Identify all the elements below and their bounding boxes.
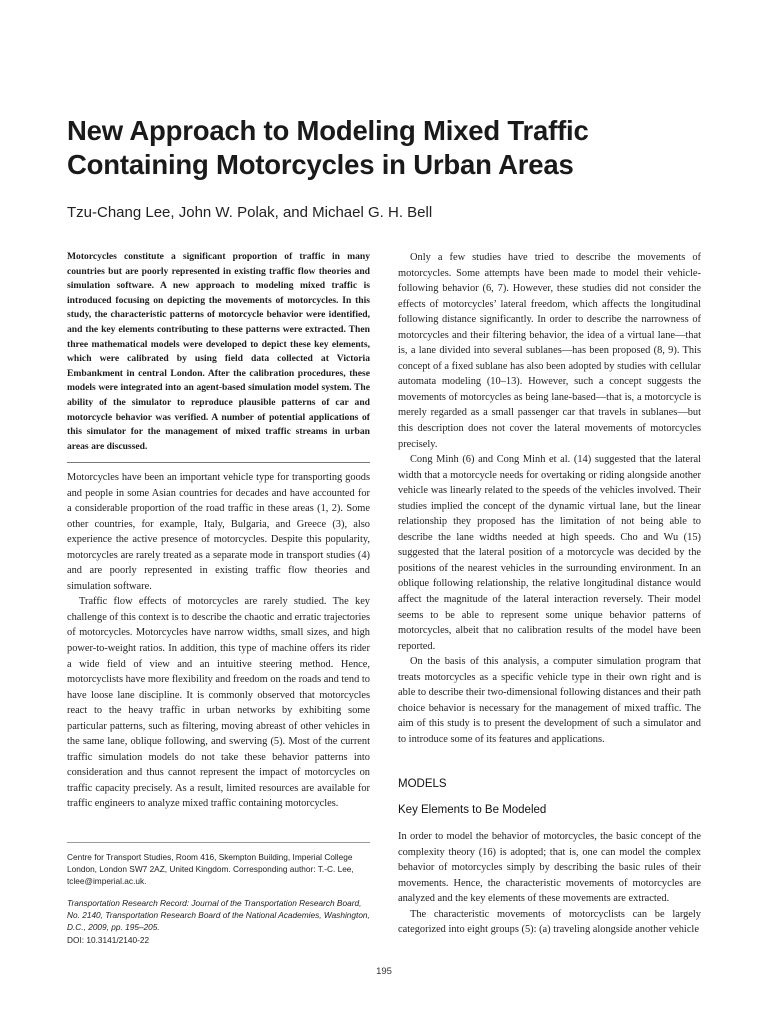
right-paragraph-3: On the basis of this analysis, a computer simulation program that treats motorcycles as a specific vehicle type in their own right and is able to describe their two-dimensional following distances and their path choice behavior is necessary for the management of mixed traffic. The aim of this study is to present the development of such a simulator and to introduce some of its features and applications. — [398, 656, 701, 745]
footnote-divider — [67, 842, 370, 843]
paper-title-line-2: Containing Motorcycles in Urban Areas — [67, 149, 574, 180]
intro-paragraph-2: Traffic flow effects of motorcycles are rarely studied. The key challenge of this context is to describe the chaotic and erratic trajectories of motorcycles. Motorcycles have narrow widths, small sizes, and high power-to-weight ratios. In addition, this type of machine offers its rider a wide field of view and an intuitive steering method. Hence, motorcyclists have more flexibility and freedom on the roads and tend to have loose lane discipline. It is commonly observed that motorcycles react to the heavy traffic in urban networks by exhibiting some particular patterns, such as filtering, moving abreast of other vehicles in the same lane, oblique following, and swerving (5). Most of the current traffic simulation models do not take these behavior patterns into consideration and thus cannot represent the impact of motorcycles on traffic capacity precisely. As a result, limited resources are available for traffic engineers to analyze mixed traffic containing motorcycles. — [67, 596, 370, 810]
right-paragraph-2: Cong Minh (6) and Cong Minh et al. (14) suggested that the lateral width that a motorcycle needs for overtaking or riding alongside another vehicle was linearly related to the speeds of the vehicles involved. Their studies implied the concept of the dynamic virtual lane, but the linear relationship they proposed has the limitation of not being able to describe the lane widths needed at high speeds. Cho and Wu (15) suggested that the lateral position of a motorcycle was decided by the positions of the nearest vehicles in the surrounding environment. In an oblique following relationship, the relative longitudinal distance would affect the magnitude of the lateral interaction reversely. Their model seems to be able to represent some unique behavior patterns of motorcycles, albeit that no calibration results of the model have been reported. — [398, 454, 701, 652]
left-column-body — [67, 470, 370, 812]
intro-paragraph-1: Motorcycles have been an important vehicle type for transporting goods and people in some Asian countries for decades and have accounted for a considerable proportion of the road traffic in these areas (1, 2). Some other countries, for example, Italy, Bulgaria, and Greece (3), also experience the active presence of motorcycles. Despite this popularity, motorcycles are rarely treated as a separate mode in transport studies (4) and are poorly represented in existing traffic flow theories and simulation software. — [67, 472, 370, 592]
right-column-body — [398, 250, 701, 748]
citation-footnote — [67, 897, 370, 946]
paper-title-line-1: New Approach to Modeling Mixed Traffic — [67, 115, 589, 146]
abstract: Motorcycles constitute a significant proportion of traffic in many countries but are poorly represented in existing traffic flow theories and simulation software. A new approach to modeling mixed traffic is introduced focusing on depicting the movements of motorcycles. In this study, the characteristic patterns of motorcycle behavior were identified, and the key elements contributing to these patterns were extracted. Then three mathematical models were developed to depict these key elements, which were calibrated by using field data collected at Victoria Embankment in central London. After the calibration procedures, these models were integrated into an agent-based simulation model system. The ability of the simulator to reproduce plausible patterns of car and motorcycle behavior was verified. A number of potential applications of this simulator for the management of mixed traffic streams in urban areas are discussed. — [67, 251, 370, 452]
doi-text: DOI: 10.3141/2140-22 — [67, 934, 150, 945]
paper-title — [67, 114, 707, 182]
page-number: 195 — [376, 966, 392, 977]
citation-text: Transportation Research Record: Journal of the Transportation Research Board, No. 2140, Transportation Research Board of the National Academies, Washington, D.C., 2009, pp. 195–205. — [67, 898, 370, 933]
affiliation-footnote: Centre for Transport Studies, Room 416, Skempton Building, Imperial College London, London SW7 2AZ, United Kingdom. Corresponding author: T.-C. Lee, tclee@imperial.ac.uk. — [67, 852, 354, 887]
models-paragraph-2: The characteristic movements of motorcyclists can be largely categorized into eight groups (5): (a) traveling alongside another vehicle — [398, 908, 701, 936]
subsection-heading: Key Elements to Be Modeled — [398, 804, 547, 816]
author-list: Tzu-Chang Lee, John W. Polak, and Michael G. H. Bell — [67, 204, 433, 221]
models-body — [398, 829, 701, 938]
abstract-column — [67, 250, 370, 454]
section-heading-models: MODELS — [398, 778, 447, 790]
right-paragraph-1: Only a few studies have tried to describe the movements of motorcycles. Some attempts have been made to model their vehicle-following behavior (6, 7). However, these studies did not consider the effects of motorcycles’ lateral freedom, which affects the longitudinal following distance significantly. In order to describe the narrowness of motorcycles and their filtering behavior, the idea of a virtual lane—that is, a lane divided into several sublanes—has been proposed (8, 9). This concept of a fixed sublane has also been adopted by studies with cellular automata modeling (10–13). However, such a concept suggests the movements of motorcycles as being lane-based—that is, a motorcycle is merely regarded as a small passenger car that travels in sublanes—but this description does not cover the lateral movements of motorcycles precisely. — [398, 252, 701, 450]
abstract-divider — [67, 462, 370, 463]
models-paragraph-1: In order to model the behavior of motorcycles, the basic concept of the complexity theory (16) is adopted; that is, one can model the complex behavior of motorcycles simply by describing the basic rules of their movements. Hence, the characteristic movements of motorcycles are analyzed and the key elements of these movements are extracted. — [398, 831, 701, 905]
